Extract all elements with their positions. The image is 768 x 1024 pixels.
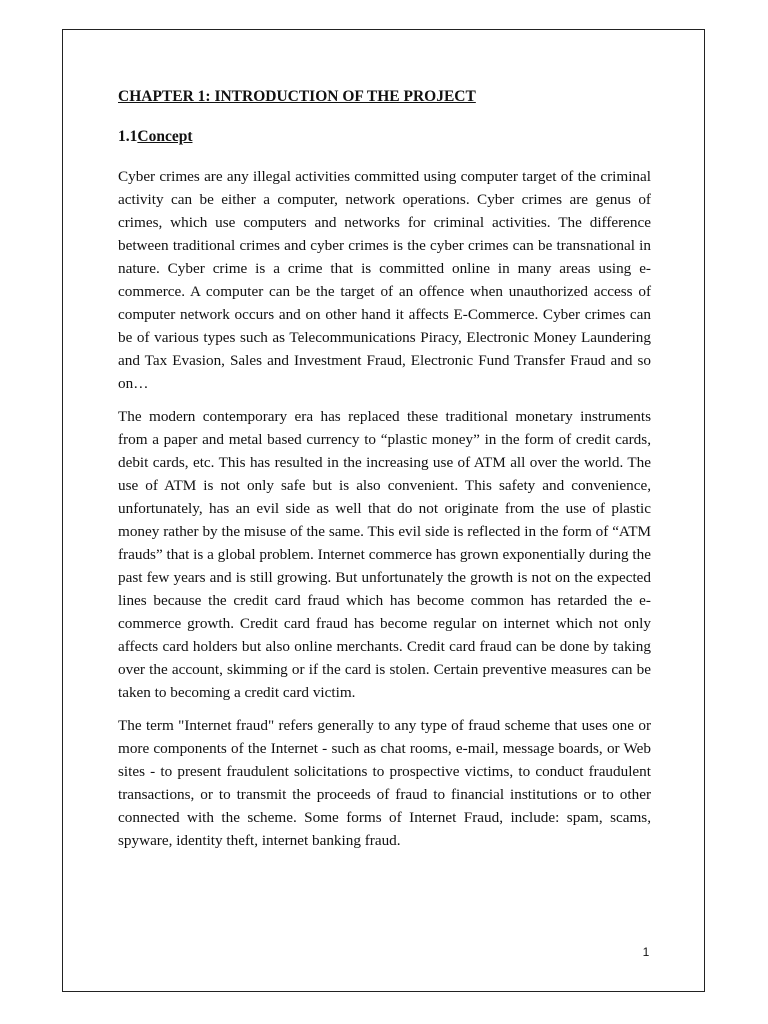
chapter-title: CHAPTER 1: INTRODUCTION OF THE PROJECT [118, 88, 476, 105]
section-title: Concept [137, 128, 193, 145]
paragraph-plastic-money: The modern contemporary era has replaced these traditional monetary instruments from a paper and metal based currency to “plastic money” in the form of credit cards, debit cards, etc. This has resulted in the increasing use of ATM all over the world. The use of ATM is not only safe but is also convenient. This safety and convenience, unfortunately, has an evil side as well that do not originate from the use of plastic money rather by the misuse of the same. This evil side is reflected in the form of “ATM frauds” that is a global problem. Internet commerce has grown exponentially during the past few years and is still growing. But unfortunately the growth is not on the expected lines because the credit card fraud which has become common has retarded the e-commerce growth. Credit card fraud has become regular on internet which not only affects card holders but also online merchants. Credit card fraud can be done by taking over the account, skimming or if the card is stolen. Certain preventive measures can be taken to becoming a credit card victim. [118, 408, 651, 701]
paragraph-cyber-crimes: Cyber crimes are any illegal activities committed using computer target of the criminal activity can be either a computer, network operations. Cyber crimes are genus of crimes, which use computers and networks for criminal activities. The difference between traditional crimes and cyber crimes is the cyber crimes can be transnational in nature. Cyber crime is a crime that is committed online in many areas using e-commerce. A computer can be the target of an offence when unauthorized access of computer network occurs and on other hand it affects E-Commerce. Cyber crimes can be of various types such as Telecommunications Piracy, Electronic Money Laundering and Tax Evasion, Sales and Investment Fraud, Electronic Fund Transfer Fraud and so on… [118, 168, 651, 392]
paragraph-internet-fraud: The term "Internet fraud" refers generally to any type of fraud scheme that uses one or more components of the Internet - such as chat rooms, e-mail, message boards, or Web sites - to present fraudulent solicitations to prospective victims, to conduct fraudulent transactions, or to transmit the proceeds of fraud to financial institutions or to other connected with the scheme. Some forms of Internet Fraud, include: spam, scams, spyware, identity theft, internet banking fraud. [118, 717, 651, 849]
page-number: 1 [642, 945, 650, 959]
document-body [118, 86, 651, 852]
section-heading [118, 126, 651, 148]
section-number: 1.1 [118, 128, 138, 145]
